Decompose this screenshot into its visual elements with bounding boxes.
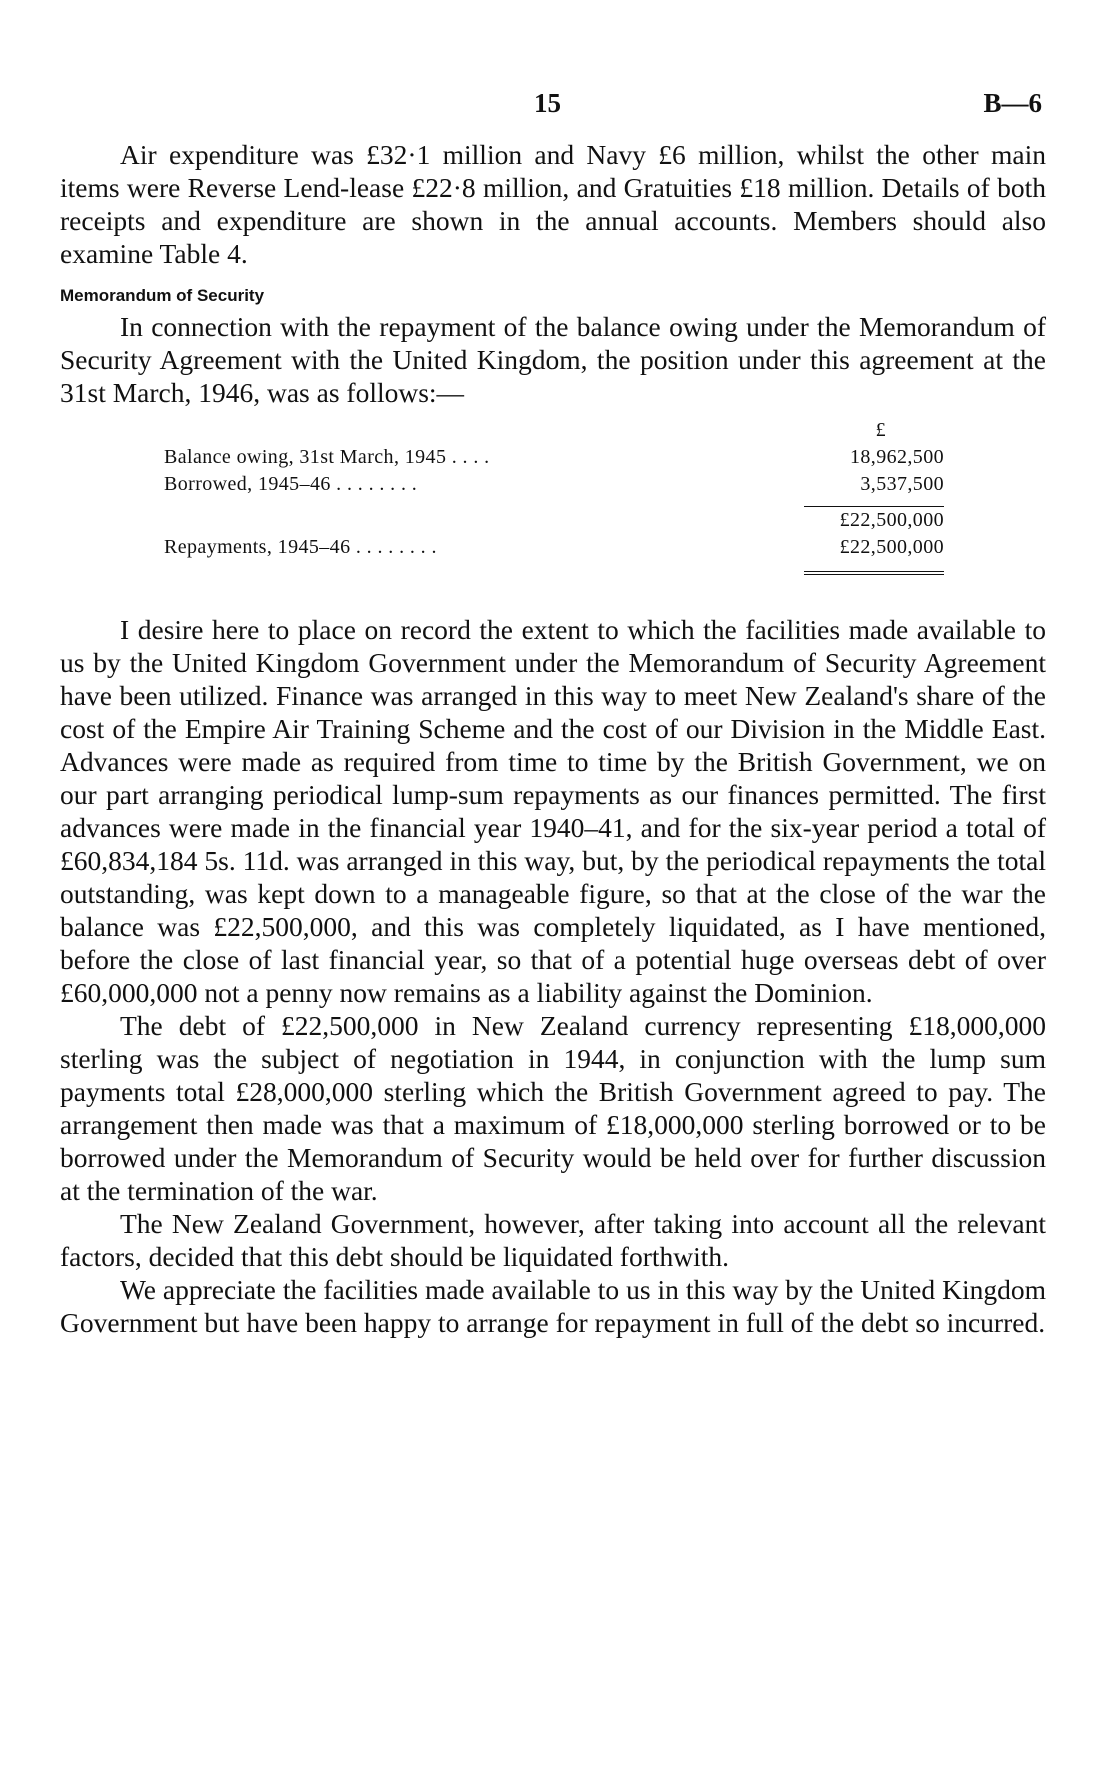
ledger-row	[164, 444, 944, 471]
ledger-row-label: Balance owing, 31st March, 1945 . . . .	[164, 446, 490, 468]
document-page	[60, 80, 1046, 1339]
ledger-row-amount: 18,962,500	[850, 446, 944, 468]
body-paragraph: I desire here to place on record the extent to which the facilities made available to us by the United Kingdom Government under the Memorandum of Security Agreement have been utilized. Finance was arranged in this way to meet New Zealand's share of the cost of the Empire Air Training Scheme and the cost of our Division in the Middle East. Advances were made as required from time to time by the British Government, we on our part arranging periodical lump-sum repayments as our finances permitted. The first advances were made in the financial year 1940–41, and for the six-year period a total of £60,834,184 5s. 11d. was arranged in this way, but, by the periodical repayments the total outstanding, was kept down to a manageable figure, so that at the close of the war the balance was £22,500,000, and this was completely liquidated, as I have mentioned, before the close of last financial year, so that of a potential huge overseas debt of over £60,000,000 not a penny now remains as a liability against the Dominion.	[60, 614, 1046, 1008]
total-double-rule	[164, 561, 944, 573]
ledger-subtotal-amount: £22,500,000	[839, 509, 944, 531]
ledger-header-row	[164, 417, 944, 444]
ledger-row	[164, 534, 944, 561]
section-heading: Memorandum of Security	[60, 286, 265, 305]
intro-paragraph: Air expenditure was £32·1 million and Navy £6 million, whilst the other main items were Reverse Lend-lease £22·8 million, and Gratuities £18 million. Details of both receipts and expenditure are shown in the annual accounts. Members should also examine Table 4.	[60, 139, 1046, 269]
page-header	[60, 80, 1046, 126]
ledger-row	[164, 507, 944, 535]
currency-header: £	[875, 419, 886, 441]
ledger-row-label: Repayments, 1945–46 . . . . . . . .	[164, 536, 437, 558]
body-paragraph: The debt of £22,500,000 in New Zealand currency representing £18,000,000 sterling was the subject of negotiation in 1944, in conjunction with the lump sum payments total £28,000,000 sterling which the British Government agreed to pay. The arrangement then made was that a maximum of £18,000,000 sterling borrowed or to be borrowed under the Memorandum of Security would be held over for further discussion at the termination of the war.	[60, 1010, 1046, 1206]
ledger-row-label: Borrowed, 1945–46 . . . . . . . .	[164, 473, 418, 495]
ledger-row	[164, 471, 944, 498]
page-number: 15	[534, 88, 561, 118]
body-paragraph: We appreciate the facilities made available to us in this way by the United Kingdom Government but have been happy to arrange for repayment in full of the debt so incurred.	[60, 1274, 1046, 1338]
body-paragraph: The New Zealand Government, however, after taking into account all the relevant factors, decided that this debt should be liquidated forthwith.	[60, 1208, 1046, 1272]
ledger-row-label	[164, 507, 804, 535]
section-lead-paragraph: In connection with the repayment of the balance owing under the Memorandum of Security Agreement with the United Kingdom, the position under this agreement at the 31st March, 1946, was as follows:—	[60, 311, 1046, 408]
ledger-row-amount: £22,500,000	[839, 536, 944, 558]
document-code: B—6	[983, 88, 1042, 118]
ledger-row-amount: 3,537,500	[860, 473, 944, 495]
ledger-table	[164, 417, 944, 575]
subtotal-rule	[164, 498, 944, 507]
